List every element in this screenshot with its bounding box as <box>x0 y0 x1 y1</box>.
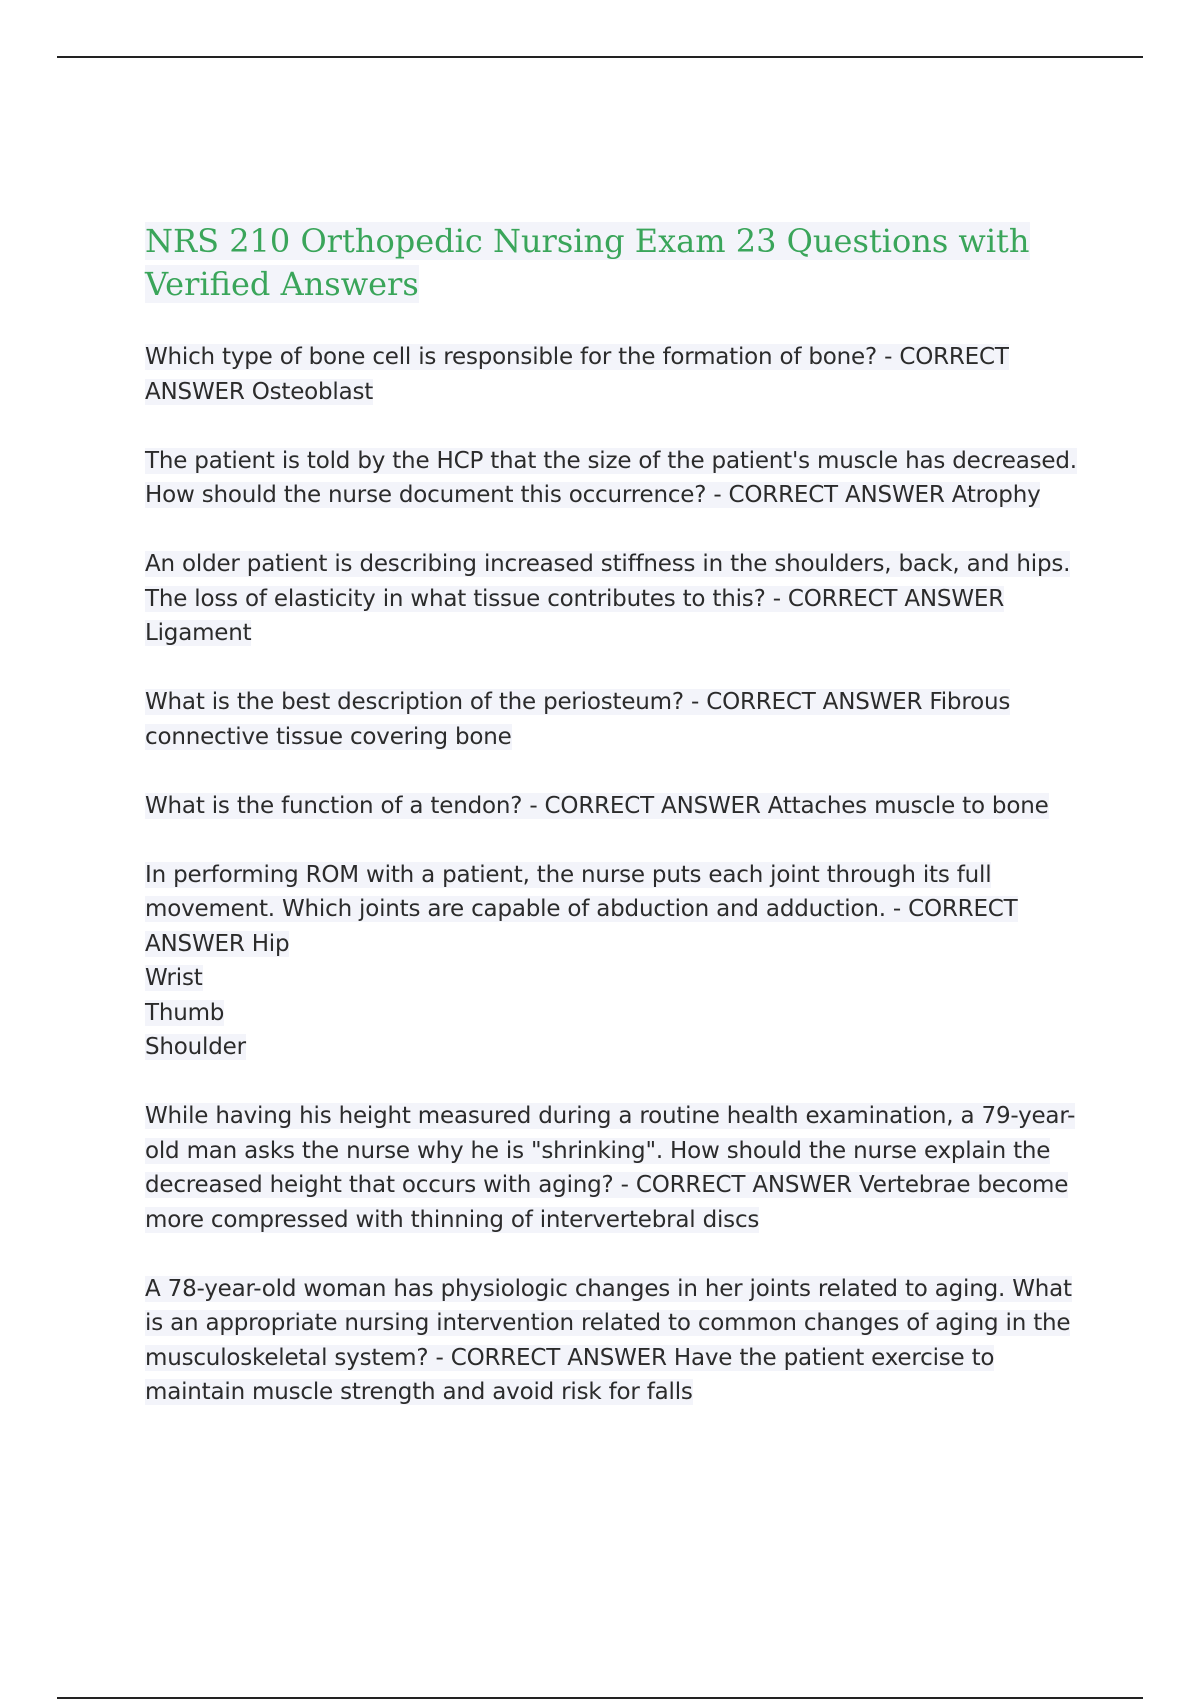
qa-item-7 <box>145 1099 1095 1237</box>
qa-item-3 <box>145 547 1095 651</box>
qa-item-2 <box>145 444 1095 513</box>
qa-text: Which type of bone cell is responsible for the formation of bone? - CORRECT ANSWER Osteoblast <box>145 344 1009 405</box>
qa-text: The patient is told by the HCP that the size of the patient's muscle has decreased. How should the nurse document this occurrence? - CORRECT ANSWER Atrophy <box>145 447 1077 508</box>
qa-text: In performing ROM with a patient, the nurse puts each joint through its full movement. Which joints are capable of abduction and adduction. - CORRECT ANSWER Hip <box>145 861 1018 957</box>
qa-item-1 <box>145 340 1095 409</box>
qa-item-5 <box>145 789 1095 824</box>
qa-item-4 <box>145 685 1095 754</box>
answer-line-thumb: Thumb <box>145 999 225 1026</box>
title-line-1: NRS 210 Orthopedic Nursing Exam 23 Questions with <box>145 222 1030 260</box>
qa-text: What is the best description of the periosteum? - CORRECT ANSWER Fibrous connective tissue covering bone <box>145 689 1011 750</box>
document-title <box>145 220 1095 306</box>
qa-text: An older patient is describing increased stiffness in the shoulders, back, and hips. The loss of elasticity in what tissue contributes to this? - CORRECT ANSWER Ligament <box>145 551 1071 646</box>
answer-line-shoulder: Shoulder <box>145 1034 246 1060</box>
bottom-rule <box>57 1697 1143 1699</box>
qa-text: What is the function of a tendon? - CORRECT ANSWER Attaches muscle to bone <box>145 792 1049 819</box>
qa-item-8 <box>145 1272 1095 1410</box>
document-body <box>145 220 1095 1444</box>
title-line-2: Verified Answers <box>145 265 419 303</box>
top-rule <box>57 56 1143 58</box>
qa-text: While having his height measured during a routine health examination, a 79-year-old man asks the nurse why he is "shrinking". How should the nurse explain the decreased height that occurs with aging? - CORRECT ANSWER Vertebrae become more compressed with thinning of intervertebral discs <box>145 1103 1076 1233</box>
answer-line-wrist: Wrist <box>145 965 203 991</box>
qa-item-6 <box>145 858 1095 1065</box>
qa-text: A 78-year-old woman has physiologic changes in her joints related to aging. What is an appropriate nursing intervention related to common changes of aging in the musculoskeletal system? - CORRECT ANSWER Have the patient exercise to maintain muscle strength and avoid risk for falls <box>145 1275 1072 1405</box>
